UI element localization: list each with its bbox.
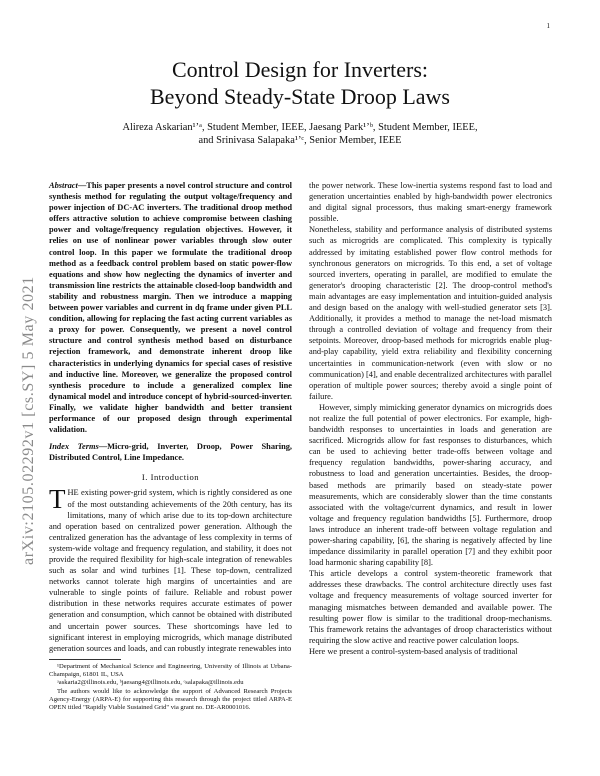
section-heading: I. Introduction (141, 472, 200, 483)
index-terms-lead: Index Terms (49, 442, 99, 452)
authors-line-2: and Srinivasa Salapaka¹ʼᶜ, Senior Member, IEEE (198, 135, 402, 146)
footnote-acknowledgment: The authors would like to acknowledge the support of Advanced Research Projects Agency-Energy (ARPA-E) for supporting this research through the project titled ARPA-E OPEN titled "Rapidly Viable Sustained Grid" via grant no. DE-AR0001016. (49, 687, 292, 712)
intro-paragraph-text: HE existing power-grid system, which is rightly considered as one of the most outstanding achievements of the 20th century, has its limitations, many of which arise due to its top-down architecture and operation based on centralized power generation. Although the centralized generation has the advantage of less complexity in terms of system-wide voltage and frequency regulation, and stability, it does not provide the required flexibility for high-scale integration of renewables such as solar and wind turbines [1]. These top-down, centralized networks cannot tolerate high margins of uncertainties and are vulnerable to single points of failure. Reliable and robust power distribution in these networks requires accurate estimates of power generation and consumption, which cannot be obtained with distributed and uncertain power sources. These shortcomings have led to significant interest in employing microgrids, which manage distributed generation sources and loads, and can robustly integrate renewables into (49, 488, 292, 653)
abstract (49, 180, 292, 435)
page-number: 1 (546, 22, 550, 30)
right-paragraph-3: However, simply mimicking generator dynamics on microgrids does not realize the full potential of power electronics. For example, high-bandwidth responses to uncertainties in loads and generation are sacrificed. Microgrids allow for fast responses to disturbances, which can be used to achieving better trade-offs between voltage and frequency regulation bandwidths, power-sharing accuracy, and robustness to load and generation uncertainties. Besides, the droop-based methods are primarily based on steady-state power measurements, which are considerably slower than the time constants associated with the voltage/current dynamics, and result in lower voltage and frequency regulation bandwidths [5]. Furthermore, droop laws introduce an inherent trade-off between voltage regulation and power-sharing capability, [6], the sharing is negatively affected by line impedance dissimilarity in parallel operation [7] and they exhibit poor load harmonic sharing capability [8]. (309, 402, 552, 568)
arxiv-stamp: arXiv:2105.02292v1 [cs.SY] 5 May 2021 (20, 276, 37, 565)
left-column (49, 180, 292, 713)
paper-title (60, 56, 540, 110)
title-line-2: Beyond Steady-State Droop Laws (150, 84, 450, 109)
right-column (309, 180, 552, 657)
right-paragraph-4: This article develops a control system-theoretic framework that addresses these drawbacks. The control architecture directly uses fast voltage and frequency measurements of voltage sourced inverter for managing mismatches between demanded and available power. The resulting power flow is similar to the traditional droop-mechanisms. This framework retains the advantages of droop characteristics without requiring the slow active and reactive power calculation loops. (309, 569, 552, 645)
footnote-rule (49, 659, 121, 660)
abstract-lead: Abstract (49, 181, 78, 190)
right-paragraph-2: Nonetheless, stability and performance analysis of distributed systems such as microgrids are complicated. This complexity is typically addressed by imitating established power flow control methods for synchronous generators on microgrids. To this end, a set of voltage sourced inverters, operating in parallel, are modified to emulate the generator's drooping characteristic [2]. The droop-control method's main advantages are easy implementation and intuition-guided analysis and design based on the analogy with well-studied generator sets [3]. Additionally, it provides a method to manage the net-load mismatch through a controlled deviation of voltage and frequency from their setpoints. Moreover, droop-based methods for microgrids enable plug-and-play capability, yield extra reliability and flexibility concerning uncertainties in communication-network (even with slow or no communication) [4], and enable decentralized architectures with parallel operation of multiple power sources; thereby avoid a single point of failure. (309, 225, 552, 401)
title-line-1: Control Design for Inverters: (172, 57, 428, 82)
abstract-text: —This paper presents a novel control structure and control synthesis method for regulating the output voltage/frequency and power injection of DC-AC inverters. The traditional droop method offers attractive solution to achieve compromise between clashing power and voltage/frequency regulation objectives. However, it relies on use of nonlinear power variables through slow outer control loop. In this paper we formulate the traditional droop method as a feedback control problem based on static power-flow equations and show how neglecting the dynamics of inverter and transmission line restricts the attainable closed-loop bandwidth and stability and robustness margin. Then we introduce a mapping between power variables and current in dq frame under given PLL condition, allowing for replacing the fast acting current variables as a proxy for power. Consequently, we present a novel control structure and control synthesis method based on disturbance rejection framework, and demonstrate inherent droop like characteristics in underlying dynamics for special cases of resistive and inductive line. Moreover, we generalize the proposed control synthesis procedure to include a generalized complex line dynamical model and introduce concept of hybrid-sourced-inverter. Finally, we validate higher bandwidth and better transient performance of our proposed design through experimental validation. (49, 181, 292, 435)
intro-paragraph (49, 484, 292, 653)
drop-cap: T (49, 484, 66, 515)
footnote-emails: ᵃaskaria2@illinois.edu, ᵇjaesang4@illinois.edu, ᶜsalapaka@illinois.edu (57, 679, 244, 687)
right-paragraph-1: the power network. These low-inertia systems respond fast to load and generation uncertainties enabled by high-bandwidth power electronics and digital signal processors, thus making smart-energy framework possible. (309, 181, 552, 224)
author-list (60, 121, 540, 147)
authors-line-1: Alireza Askarian¹ʼᵃ, Student Member, IEEE, Jaesang Park¹ʼᵇ, Student Member, IEEE, (122, 122, 478, 133)
index-terms (49, 441, 292, 463)
index-terms-text: —Micro-grid, Inverter, Droop, Power Sharing, Distributed Control, Line Impedance. (49, 442, 293, 463)
right-paragraph-5: Here we present a control-system-based analysis of traditional (309, 646, 518, 656)
footnote-affiliation: ¹Department of Mechanical Science and Engineering, University of Illinois at Urbana-Champaign, 61801 IL, USA (49, 662, 292, 679)
